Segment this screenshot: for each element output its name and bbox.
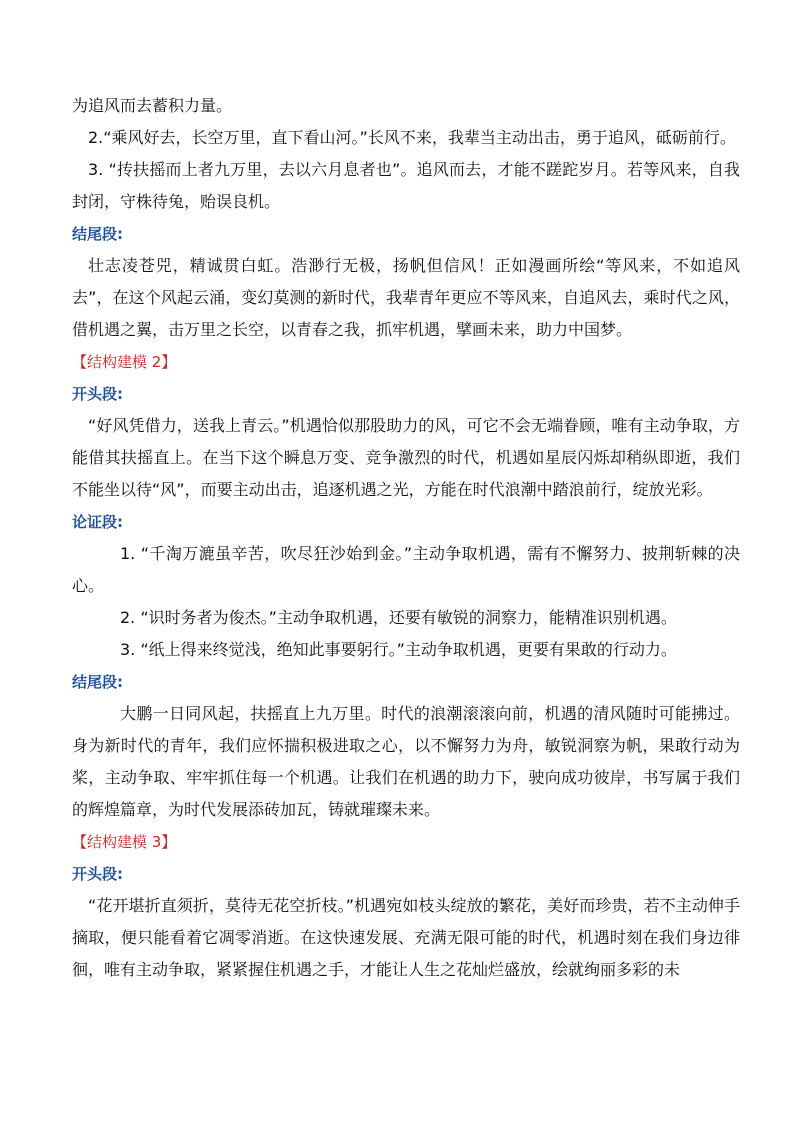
argument-point-3: 3. “纸上得来终觉浅，绝知此事要躬行。”主动争取机遇，更要有果敢的行动力。	[120, 640, 677, 659]
paragraph-continuation: 为追风而去蓄积力量。	[72, 96, 233, 115]
ending-paragraph: 壮志凌苍兕，精诚贯白虹。浩渺行无极，扬帆但信风！正如漫画所绘“等风来，不如追风去”，在这个风起云涌，变幻莫测的新时代，我辈青年更应不等风来，自追风去，乘时代之风，借机遇之翼，击万里之长空，以青春之我，抓牢机遇，擘画未来，助力中国梦。	[72, 256, 740, 339]
model-title-3: 【结构建模 3】	[72, 833, 177, 851]
ending-heading: 结尾段:	[72, 225, 123, 243]
argument-point-1: 1. “千淘万漉虽辛苦，吹尽狂沙始到金。”主动争取机遇，需有不懈努力、披荆斩棘的决心。	[72, 544, 740, 595]
argument-point-2: 2.“乘风好去，长空万里，直下看山河。”长风不来，我辈当主动出击，勇于追风，砥砺前行。	[88, 128, 736, 147]
argument-point-3: 3. “抟扶摇而上者九万里，去以六月息者也”。追风而去，才能不蹉跎岁月。若等风来，自我封闭，守株待兔，贻误良机。	[72, 160, 740, 211]
document-page	[72, 90, 740, 986]
ending-paragraph: 大鹏一日同风起，扶摇直上九万里。时代的浪潮滚滚向前，机遇的清风随时可能拂过。身为新时代的青年，我们应怀揣积极进取之心，以不懈努力为舟，敏锐洞察为帆，果敢行动为桨，主动争取、牢牢抓住每一个机遇。让我们在机遇的助力下，驶向成功彼岸，书写属于我们的辉煌篇章，为时代发展添砖加瓦，铸就璀璨未来。	[72, 704, 740, 819]
ending-heading: 结尾段:	[72, 673, 123, 691]
model-title-2: 【结构建模 2】	[72, 353, 177, 371]
argument-point-2: 2. “识时务者为俊杰。”主动争取机遇，还要有敏锐的洞察力，能精准识别机遇。	[120, 608, 677, 627]
opening-heading: 开头段:	[72, 385, 123, 403]
opening-paragraph: “花开堪折直须折，莫待无花空折枝。”机遇宛如枝头绽放的繁花，美好而珍贵，若不主动伸手摘取，便只能看着它凋零消逝。在这快速发展、充满无限可能的时代，机遇时刻在我们身边徘徊，唯有主动争取，紧紧握住机遇之手，才能让人生之花灿烂盛放，绘就绚丽多彩的未	[72, 896, 740, 979]
opening-heading: 开头段:	[72, 865, 123, 883]
opening-paragraph: “好风凭借力，送我上青云。”机遇恰似那股助力的风，可它不会无端眷顾，唯有主动争取，方能借其扶摇直上。在当下这个瞬息万变、竞争激烈的时代，机遇如星辰闪烁却稍纵即逝，我们不能坐以待“风”，而要主动出击，追逐机遇之光，方能在时代浪潮中踏浪前行，绽放光彩。	[72, 416, 740, 499]
argument-heading: 论证段:	[72, 513, 123, 531]
